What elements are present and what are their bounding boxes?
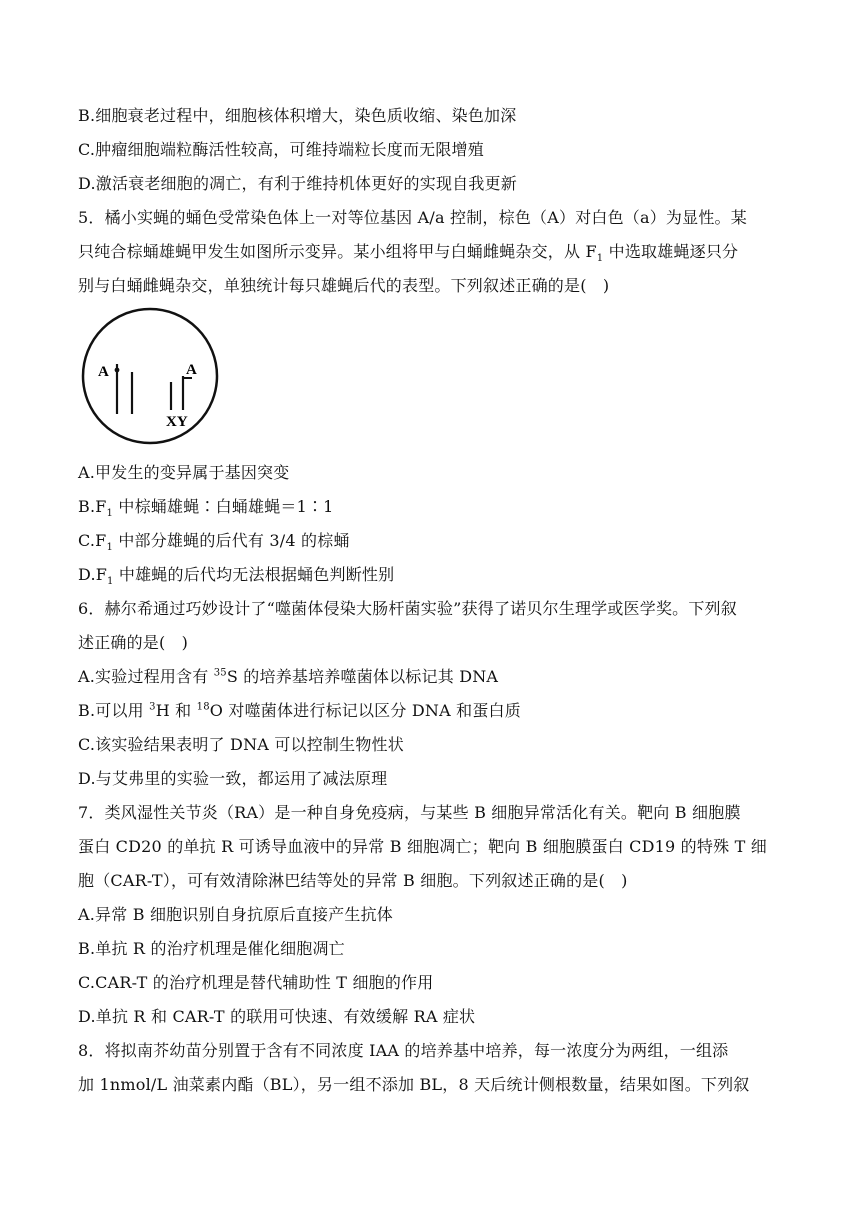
q6-option-b: B.可以用 $^3$H 和 $^{18}$O 对噬菌体进行标记以区分 DNA 和蛋白质 [78, 701, 521, 720]
q6-option-a: A.实验过程用含有 $^{35}$S 的培养基培养噬菌体以标记其 DNA [78, 667, 499, 686]
label-sex-chromosomes: XY [166, 414, 188, 430]
q7-stem-line2: 蛋白 CD20 的单抗 R 可诱导血液中的异常 B 细胞凋亡；靶向 B 细胞膜蛋白 CD19 的特殊 T 细 [78, 837, 767, 856]
q7-option-c: C.CAR-T 的治疗机理是替代辅助性 T 细胞的作用 [78, 973, 434, 992]
q5-option-c: $C.F_1$ 中部分雄蝇的后代有 3/4 的棕蛹 [78, 531, 350, 554]
q6-stem-line2: 述正确的是( ) [78, 633, 189, 652]
chromosome-figure [80, 306, 220, 446]
q4-option-d: D.激活衰老细胞的凋亡，有利于维持机体更好的实现自我更新 [78, 174, 517, 193]
q4-option-b: B.细胞衰老过程中，细胞核体积增大，染色质收缩、染色加深 [78, 106, 517, 125]
q7-stem-line3: 胞（CAR-T），可有效清除淋巴结等处的异常 B 细胞。下列叙述正确的是( ) [78, 871, 628, 890]
q5-option-d: $D.F_1$ 中雄蝇的后代均无法根据蛹色判断性别 [78, 565, 395, 588]
q5-option-a: A.甲发生的变异属于基因突变 [78, 463, 290, 482]
q7-option-d: D.单抗 R 和 CAR-T 的联用可快速、有效缓解 RA 症状 [78, 1007, 476, 1026]
label-gene-left: A [98, 364, 109, 380]
chromosome-diagram [80, 306, 220, 446]
q7-option-b: B.单抗 R 的治疗机理是催化细胞凋亡 [78, 939, 345, 958]
q4-option-c: C.肿瘤细胞端粒酶活性较高，可维持端粒长度而无限增殖 [78, 140, 484, 159]
q7-option-a: A.异常 B 细胞识别自身抗原后直接产生抗体 [78, 905, 393, 924]
q6-stem-line1: 6．赫尔希通过巧妙设计了“噬菌体侵染大肠杆菌实验”获得了诺贝尔生理学或医学奖。下列叙 [78, 599, 737, 618]
centromere-left [115, 368, 120, 373]
q8-stem-line2: 加 1nmol/L 油菜素内酯（BL），另一组不添加 BL，8 天后统计侧根数量，结果如图。下列叙 [78, 1075, 750, 1094]
label-gene-right: A [186, 362, 197, 378]
q5-stem-line1: 5．橘小实蝇的蛹色受常染色体上一对等位基因 A/a 控制，棕色（A）对白色（a）为显性。某 [78, 208, 747, 227]
q6-option-d: D.与艾弗里的实验一致，都运用了减法原理 [78, 769, 388, 788]
q7-stem-line1: 7．类风湿性关节炎（RA）是一种自身免疫病，与某些 B 细胞异常活化有关。靶向 B 细胞膜 [78, 803, 741, 822]
q8-stem-line1: 8．将拟南芥幼苗分别置于含有不同浓度 IAA 的培养基中培养，每一浓度分为两组，一组添 [78, 1041, 729, 1060]
q5-stem-line3: 别与白蛹雌蝇杂交，单独统计每只雄蝇后代的表型。下列叙述正确的是( ) [78, 276, 610, 295]
q5-option-b: $B.F_1$ 中棕蛹雄蝇∶白蛹雄蝇＝1∶1 [78, 497, 334, 520]
q6-option-c: C.该实验结果表明了 DNA 可以控制生物性状 [78, 735, 404, 754]
q5-stem-line2: 只纯合棕蛹雄蝇甲发生如图所示变异。某小组将甲与白蛹雌蝇杂交，从 $F_1$ 中选取雄蝇逐只分 [78, 242, 739, 265]
